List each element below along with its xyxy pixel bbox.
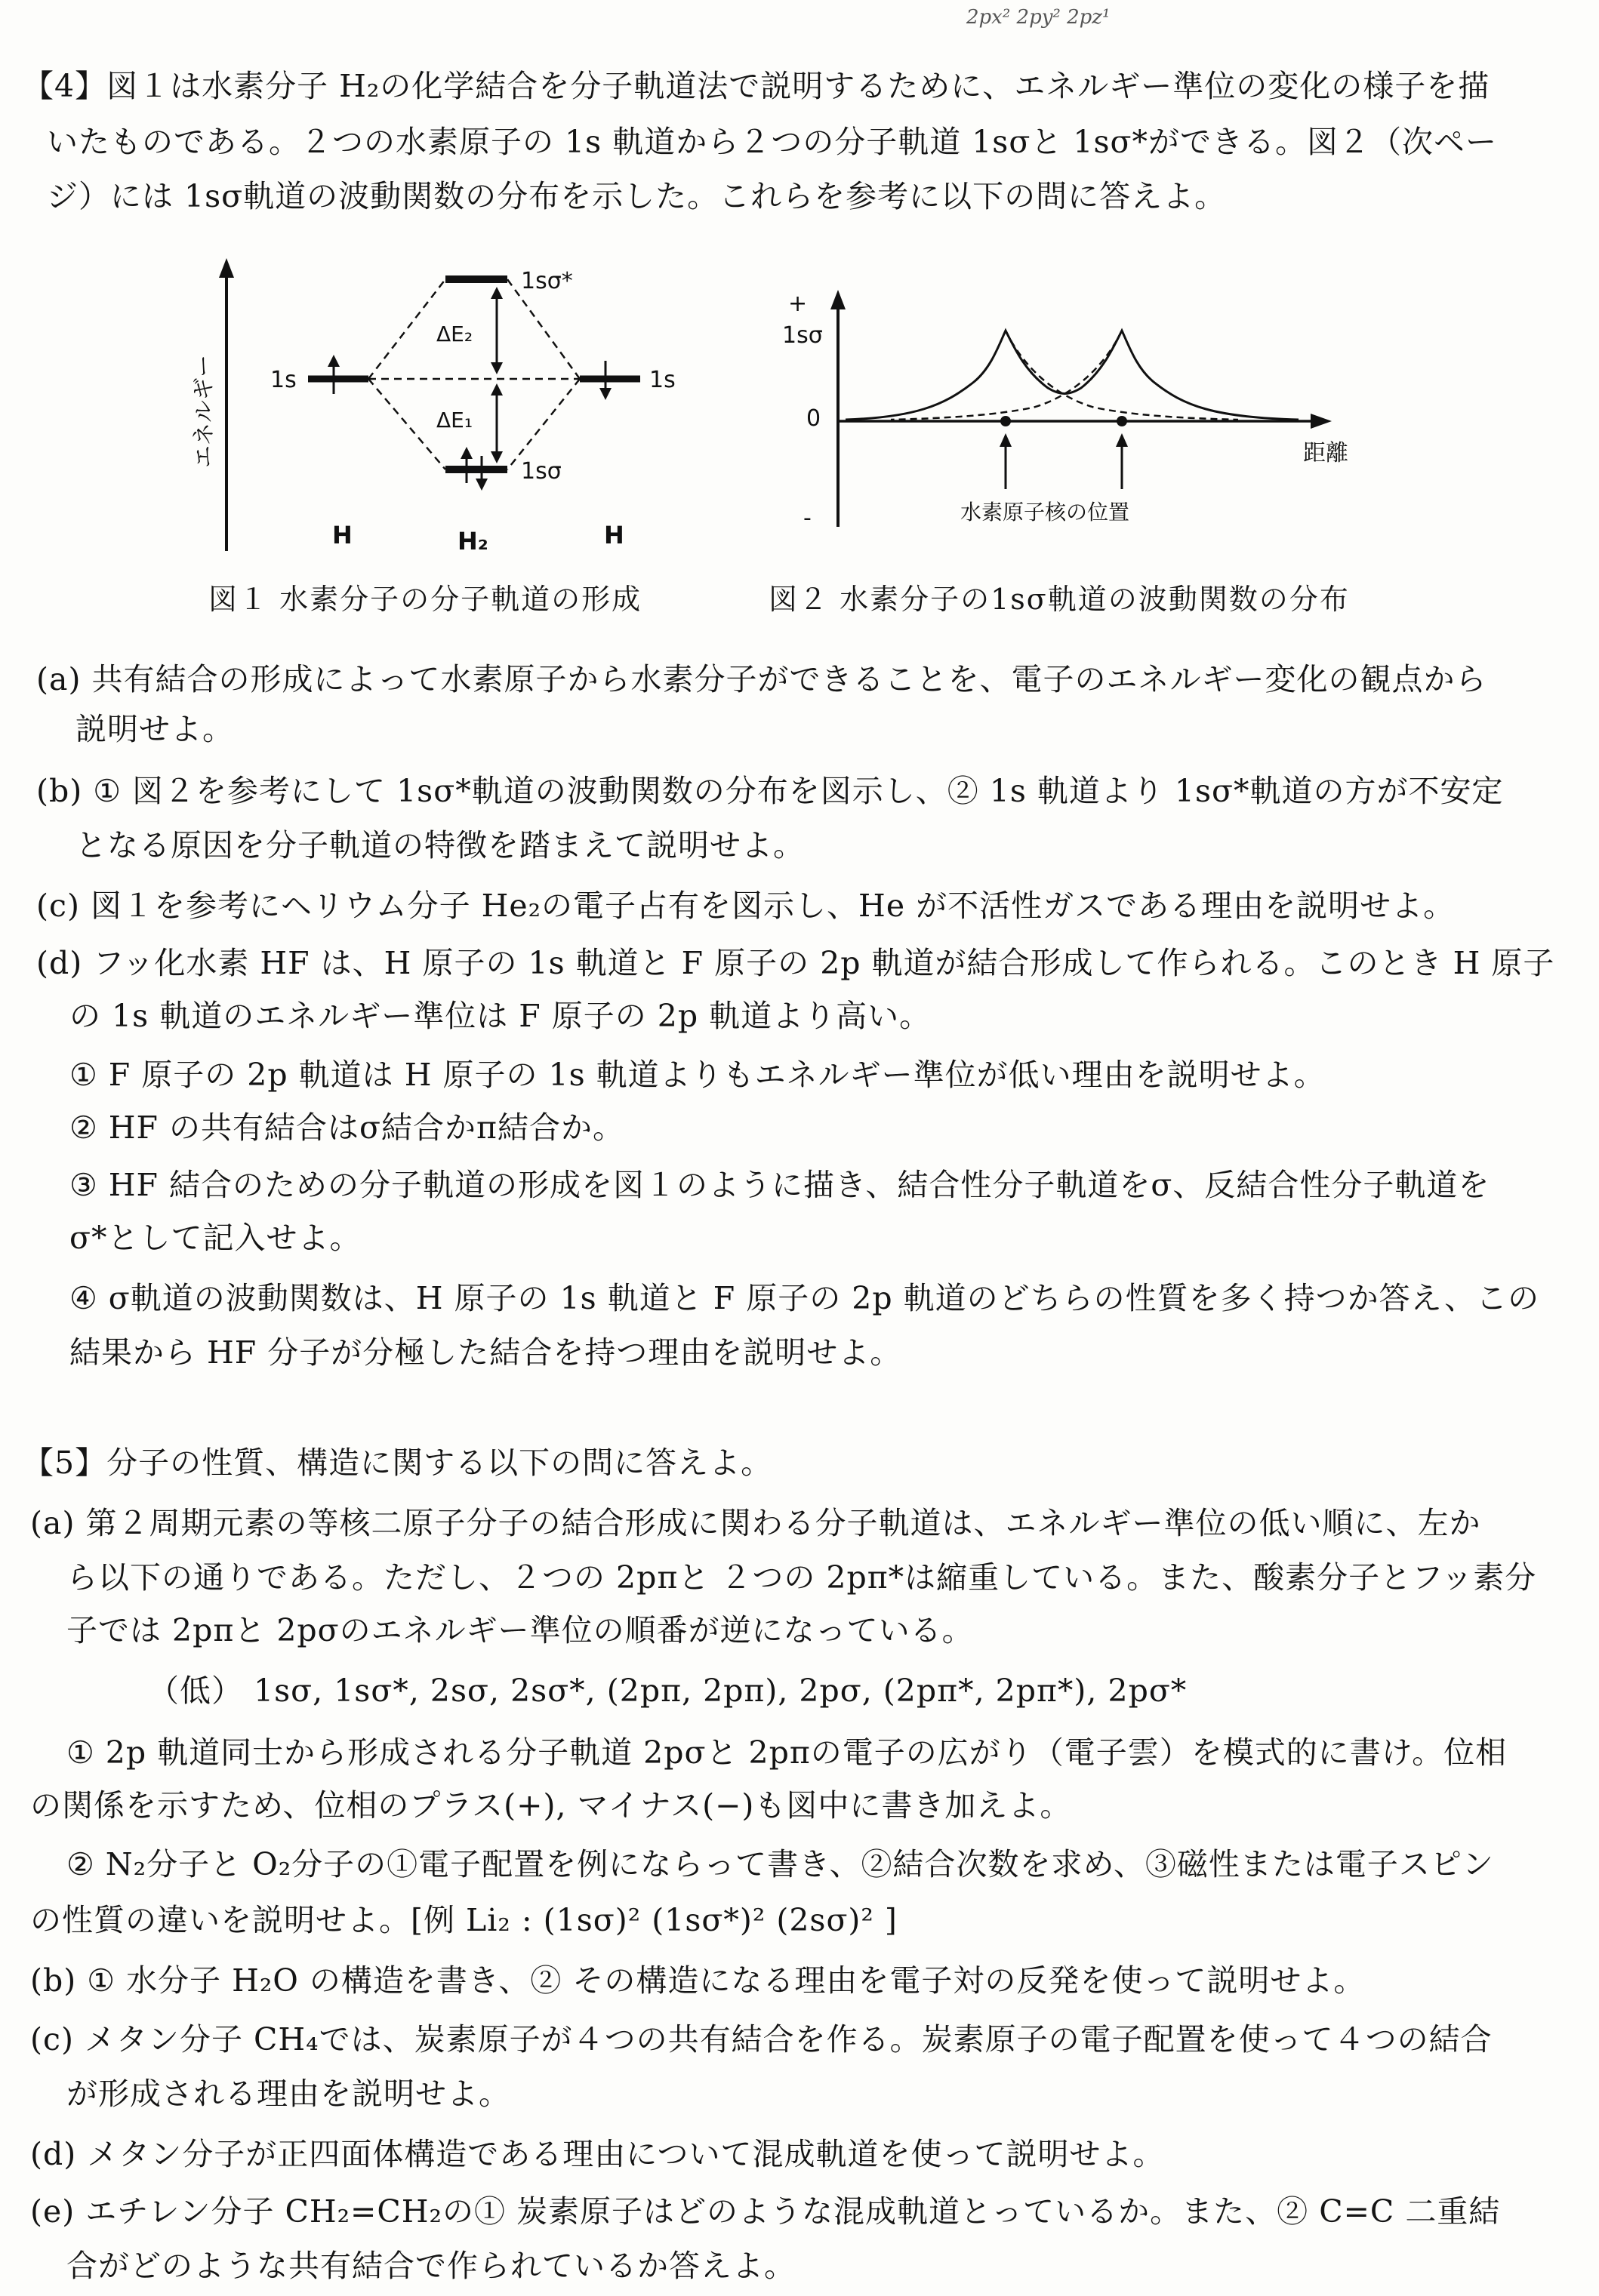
- handwritten-note: 2px² 2py² 2pz¹: [966, 6, 1111, 29]
- right-1s-label: 1s: [649, 367, 676, 393]
- minus-sign: -: [803, 505, 812, 531]
- q5-b: (b) ① 水分子 H₂O の構造を書き、② その構造になる理由を電子対の反発を使って説明せよ。: [30, 1962, 1366, 1999]
- energy-axis-label: エネルギー: [191, 355, 217, 468]
- q5-a-1: (a) 第２周期元素の等核二原子分子の結合形成に関わる分子軌道は、エネルギー準位の低い順に、左か: [30, 1505, 1481, 1541]
- q4-line-3: ジ）には 1sσ軌道の波動関数の分布を示した。これらを参考に以下の問に答えよ。: [47, 178, 1227, 214]
- q5-d: (d) メタン分子が正四面体構造である理由について混成軌道を使って説明せよ。: [30, 2136, 1165, 2172]
- q5-a-2: ら以下の通りである。ただし、２つの 2pπと ２つの 2pπ*は縮重している。また、酸素分子とフッ素分: [66, 1559, 1537, 1596]
- figure-2-caption: 図２ 水素分子の1sσ軌道の波動関数の分布: [769, 583, 1350, 616]
- delta-e1-label: ΔE₁: [436, 408, 473, 432]
- x-axis-label: 距離: [1303, 440, 1348, 466]
- q5-a-i-1: ① 2p 軌道同士から形成される分子軌道 2pσと 2pπの電子の広がり（電子雲）を模式的に書け。位相: [66, 1734, 1508, 1771]
- bonding-label: 1sσ: [521, 458, 562, 485]
- y-label: 1sσ: [782, 322, 823, 349]
- antibonding-label: 1sσ*: [521, 268, 573, 294]
- q5-c-2: が形成される理由を説明せよ。: [66, 2076, 510, 2112]
- q5-a-i-2: の関係を示すため、位相のプラス(+), マイナス(−)も図中に書き加えよ。: [30, 1787, 1072, 1824]
- q4-sub-d-iv-2: 結果から HF 分子が分極した結合を持つ理由を説明せよ。: [69, 1334, 902, 1371]
- zero-label: 0: [806, 405, 821, 432]
- q4-sub-c: (c) 図１を参考にヘリウム分子 He₂の電子占有を図示し、He が不活性ガスである理由を説明せよ。: [36, 888, 1456, 924]
- q4-line-1: 【4】図１は水素分子 H₂の化学結合を分子軌道法で説明するために、エネルギー準位の変化の様子を描: [23, 68, 1490, 104]
- q5-header: 【5】分子の性質、構造に関する以下の問に答えよ。: [23, 1445, 773, 1481]
- q4-sub-d-iii-1: ③ HF 結合のための分子軌道の形成を図１のように描き、結合性分子軌道をσ、反結合性分子軌道を: [69, 1167, 1490, 1203]
- q5-a-ii-2: の性質の違いを説明せよ。[例 Li₂ : (1sσ)² (1sσ*)² (2sσ)² ]: [30, 1902, 898, 1938]
- q5-e-2: 合がどのような共有結合で作られているか答えよ。: [66, 2248, 796, 2284]
- q5-a-ii-1: ② N₂分子と O₂分子の①電子配置を例にならって書き、②結合次数を求め、③磁性または電子スピン: [66, 1846, 1494, 1882]
- q5-a-3: 子では 2pπと 2pσのエネルギー準位の順番が逆になっている。: [66, 1612, 974, 1648]
- q4-sub-d-2: の 1s 軌道のエネルギー準位は F 原子の 2p 軌道より高い。: [69, 998, 932, 1034]
- q4-line-2: いたものである。２つの水素原子の 1s 軌道から２つの分子軌道 1sσと 1sσ*ができる。図２（次ペー: [47, 124, 1497, 160]
- q5-a-orbital-order: （低） 1sσ, 1sσ*, 2sσ, 2sσ*, (2pπ, 2pπ), 2pσ, (2pπ*, 2pπ*), 2pσ*: [148, 1673, 1188, 1709]
- col-h-right: H: [604, 521, 624, 549]
- delta-e2-label: ΔE₂: [436, 322, 473, 346]
- figure-1-caption: 図１ 水素分子の分子軌道の形成: [208, 583, 642, 616]
- nucleus-label: 水素原子核の位置: [960, 500, 1130, 525]
- q4-sub-d-i: ① F 原子の 2p 軌道は H 原子の 1s 軌道よりもエネルギー準位が低い理由を説明せよ。: [69, 1057, 1326, 1093]
- col-h-left: H: [332, 521, 353, 549]
- left-1s-label: 1s: [270, 367, 297, 393]
- q5-c-1: (c) メタン分子 CH₄では、炭素原子が４つの共有結合を作る。炭素原子の電子配置を使って４つの結合: [30, 2021, 1493, 2057]
- plus-sign: +: [788, 291, 808, 317]
- q5-e-1: (e) エチレン分子 CH₂=CH₂の① 炭素原子はどのような混成軌道とっているか。また、② C=C 二重結: [30, 2193, 1501, 2230]
- q4-sub-d-1: (d) フッ化水素 HF は、H 原子の 1s 軌道と F 原子の 2p 軌道が結合形成して作られる。このとき H 原子: [36, 945, 1555, 981]
- q4-sub-a-1: (a) 共有結合の形成によって水素原子から水素分子ができることを、電子のエネルギー変化の観点から: [36, 661, 1487, 697]
- q4-sub-a-2: 説明せよ。: [75, 711, 234, 747]
- q4-sub-b-1: (b) ① 図２を参考にして 1sσ*軌道の波動関数の分布を図示し、② 1s 軌道より 1sσ*軌道の方が不安定: [36, 773, 1504, 809]
- figure-2-wavefunction: [770, 285, 1348, 542]
- figure-1-mo-diagram: [191, 249, 725, 566]
- q4-sub-d-iii-2: σ*として記入せよ。: [69, 1220, 362, 1256]
- q4-sub-d-ii: ② HF の共有結合はσ結合かπ結合か。: [69, 1110, 624, 1146]
- q4-sub-d-iv-1: ④ σ軌道の波動関数は、H 原子の 1s 軌道と F 原子の 2p 軌道のどちらの性質を多く持つか答え、この: [69, 1280, 1540, 1316]
- col-h2: H₂: [458, 527, 488, 556]
- q4-sub-b-2: となる原因を分子軌道の特徴を踏まえて説明せよ。: [75, 827, 805, 863]
